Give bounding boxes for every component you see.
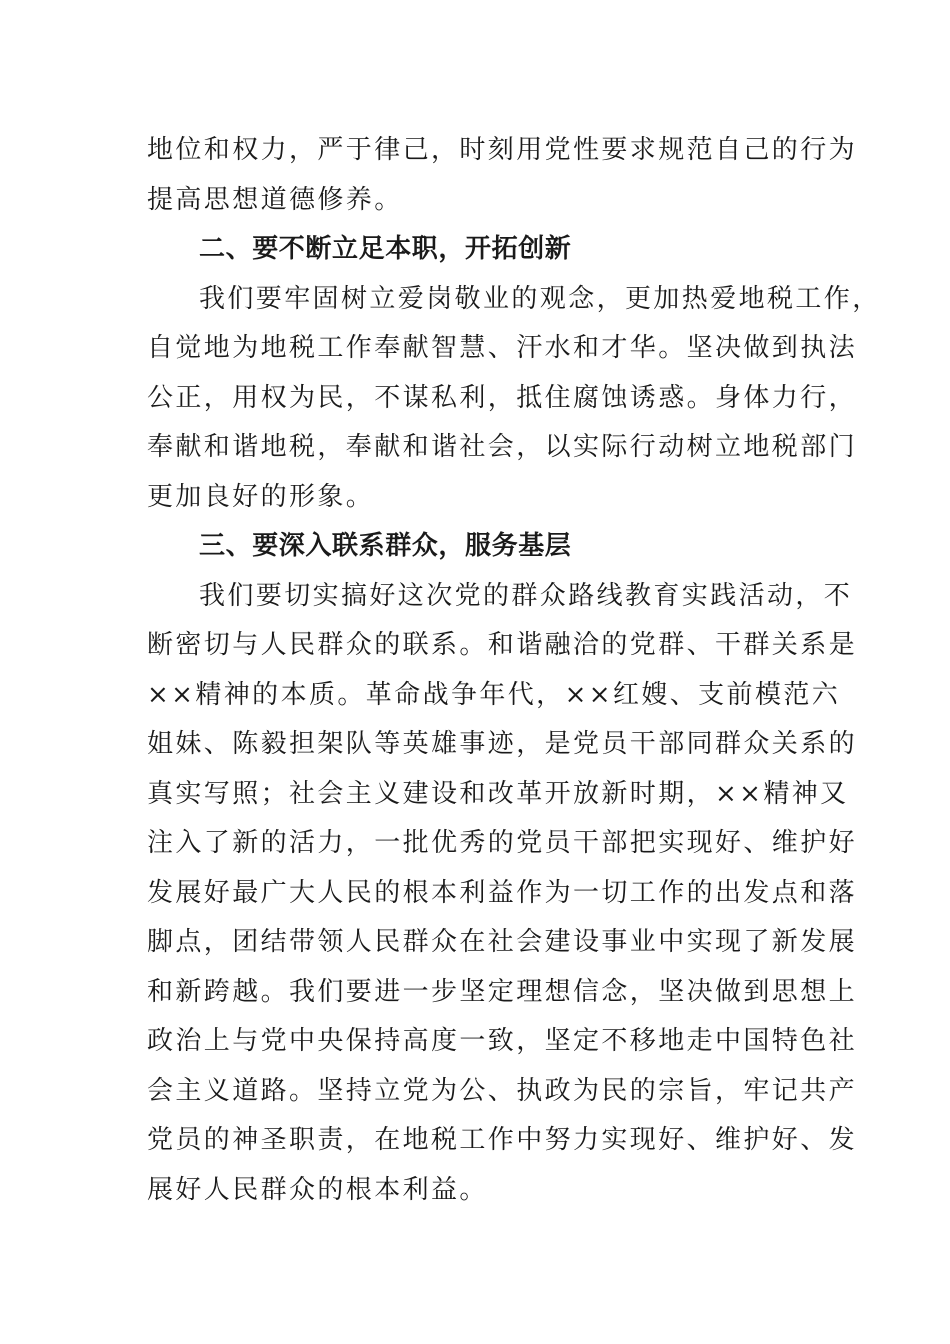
paragraph-line: 政治上与党中央保持高度一致，坚定不移地走中国特色社 (147, 1026, 858, 1056)
paragraph-line: 我们要切实搞好这次党的群众路线教育实践活动，不 (199, 580, 853, 611)
paragraph-line: 自觉地为地税工作奉献智慧、汗水和才华。坚决做到执法 (147, 333, 858, 363)
intro-line: 地位和权力，严于律己，时刻用党性要求规范自己的行为 (147, 135, 858, 165)
paragraph-line: 奉献和谐地税，奉献和谐社会，以实际行动树立地税部门 (147, 432, 858, 462)
paragraph-line: 发展好最广大人民的根本利益作为一切工作的出发点和落 (147, 877, 858, 908)
paragraph-line: 姐妹、陈毅担架队等英雄事迹，是党员干部同群众关系的 (147, 729, 858, 759)
paragraph-line: 会主义道路。坚持立党为公、执政为民的宗旨，牢记共产 (147, 1075, 858, 1106)
paragraph-line: 展好人民群众的根本利益。 (147, 1174, 488, 1205)
paragraph-line: 和新跨越。我们要进一步坚定理想信念，坚决做到思想上 (147, 976, 858, 1007)
document-body (147, 126, 881, 1215)
section-heading: 三、要深入联系群众，服务基层 (199, 531, 572, 561)
paragraph-line: 注入了新的活力，一批优秀的党员干部把实现好、维护好 (147, 828, 858, 858)
paragraph-line: 脚点，团结带领人民群众在社会建设事业中实现了新发展 (147, 927, 858, 957)
paragraph-line: 公正，用权为民，不谋私利，抵住腐蚀诱惑。身体力行， (147, 382, 858, 413)
section-heading: 二、要不断立足本职，开拓创新 (199, 234, 572, 264)
paragraph-line: 更加良好的形象。 (147, 481, 375, 512)
paragraph-line: 断密切与人民群众的联系。和谐融洽的党群、干群关系是 (147, 630, 858, 660)
paragraph-line: 党员的神圣职责，在地税工作中努力实现好、维护好、发 (147, 1125, 858, 1155)
intro-line: 提高思想道德修养。 (147, 184, 403, 215)
paragraph-line: 真实写照；社会主义建设和改革开放新时期，××精神又 (147, 778, 849, 809)
paragraph-line: 我们要牢固树立爱岗敬业的观念，更加热爱地税工作， (199, 283, 881, 314)
paragraph-line: ××精神的本质。革命战争年代，××红嫂、支前模范六 (147, 679, 841, 710)
